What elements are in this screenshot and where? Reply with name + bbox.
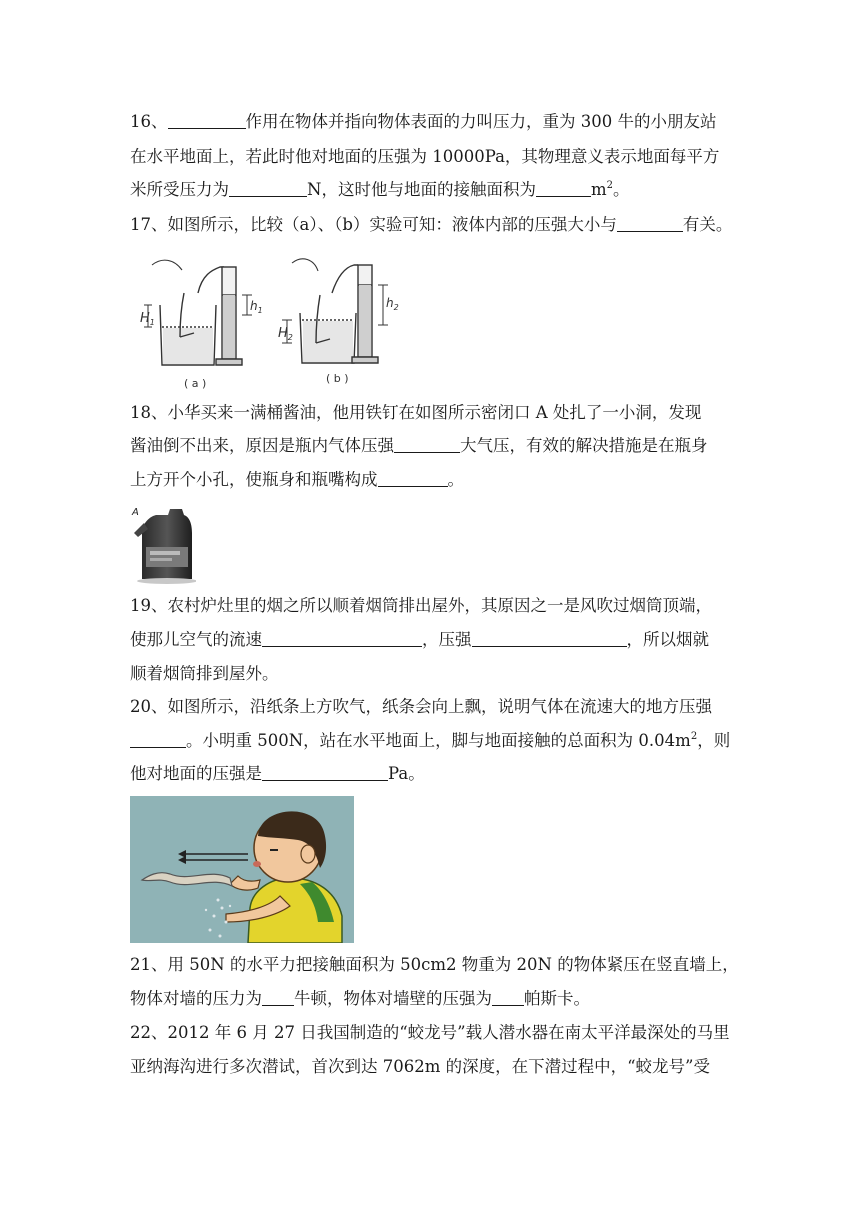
q18-text-3b: 。 (447, 470, 464, 489)
rubber-tube-b (332, 265, 358, 293)
q20-blank-2[interactable] (262, 764, 388, 781)
stand-a (216, 359, 242, 365)
q16-text: 作用在物体并指向物体表面的力叫压力，重为 300 牛的小朋友站 (245, 112, 717, 131)
q20-line1: 20、如图所示，沿纸条上方吹气，纸条会向上飘，说明气体在流速大的地方压强 (130, 697, 712, 716)
q18-line3 (130, 470, 464, 490)
rubber-tube-a (198, 267, 224, 293)
bottle-body (142, 509, 192, 579)
label-H2: $H_2$ (278, 326, 293, 342)
q19-line3: 顺着烟筒排到屋外。 (130, 664, 279, 683)
blowing-paper-svg (130, 796, 354, 943)
q16-blank-1[interactable] (168, 112, 246, 129)
q17-blank[interactable] (617, 215, 683, 232)
caption-a: ( a ) (184, 377, 207, 390)
q16-line1 (130, 112, 716, 132)
q16-blank-3[interactable] (536, 180, 591, 197)
q19-text-2b: ，压强 (422, 630, 472, 649)
pressure-experiment-svg (132, 245, 404, 390)
q16-text-3a: 米所受压力为 (130, 180, 229, 199)
caption-b: ( b ) (326, 372, 349, 385)
figure-a (144, 260, 252, 365)
blowing-paper-figure (130, 796, 354, 943)
stand-b (352, 357, 378, 363)
label-H1: $H_1$ (140, 311, 155, 327)
q16-unit: m (590, 180, 607, 199)
q21-text-2c: 帕斯卡。 (524, 989, 590, 1008)
q19-blank-1[interactable] (262, 630, 422, 647)
q18-text-3a: 上方开个小孔，使瓶身和瓶嘴构成 (130, 470, 378, 489)
pressure-experiment-figure (132, 245, 404, 390)
q16-unit-sup: 2 (606, 180, 613, 191)
q16-blank-2[interactable] (229, 180, 307, 197)
q19-text-2a: 使那儿空气的流速 (130, 630, 262, 649)
q20-line2 (130, 731, 730, 751)
q16-line3 (130, 180, 629, 200)
q20-text-2a: 。小明重 500N，站在水平地面上，脚与地面接触的总面积为 0.04m (186, 731, 691, 750)
q21-blank-2[interactable] (492, 989, 524, 1006)
q18-blank-2[interactable] (378, 470, 448, 487)
q19-blank-2[interactable] (472, 630, 627, 647)
q19-line2 (130, 630, 709, 650)
soy-sauce-bottle-figure (130, 503, 196, 585)
bottle-label (146, 547, 188, 567)
hand-a (152, 260, 182, 270)
q22-line2: 亚纳海沟进行多次潜试，首次到达 7062m 的深度，在下潜过程中，“蛟龙号”受 (130, 1057, 710, 1076)
label-A: A (132, 507, 139, 518)
q18-text-2b: 大气压，有效的解决措施是在瓶身 (460, 436, 708, 455)
q20-blank-1[interactable] (130, 731, 186, 748)
q18-text-2a: 酱油倒不出来，原因是瓶内气体压强 (130, 436, 394, 455)
bottle-svg (130, 503, 196, 585)
q20-text-2b: ，则 (697, 731, 731, 750)
q18-line2 (130, 436, 708, 456)
q21-text-2a: 物体对墙的压力为 (130, 989, 262, 1008)
q19-line1: 19、农村炉灶里的烟之所以顺着烟筒排出屋外，其原因之一是风吹过烟筒顶端， (130, 596, 712, 615)
q17-text: 17、如图所示，比较（a）、（b）实验可知：液体内部的压强大小与 (130, 215, 617, 234)
boy-mouth (253, 861, 261, 867)
q16-text-3b: N，这时他与地面的接触面积为 (307, 180, 536, 199)
q16-period: 。 (612, 180, 630, 199)
q21-line2 (130, 989, 590, 1009)
q20-sup: 2 (690, 731, 698, 742)
label-h1: $h_1$ (250, 299, 263, 315)
q17-text-end: 有关。 (682, 215, 733, 234)
q18-line1: 18、小华买来一满桶酱油，他用铁钉在如图所示密闭口 A 处扎了一小洞，发现 (130, 403, 702, 422)
q16-line2: 在水平地面上，若此时他对地面的压强为 10000Pa，其物理意义表示地面每平方 (130, 147, 720, 166)
q22-line1: 22、2012 年 6 月 27 日我国制造的“蛟龙号”载人潜水器在南太平洋最深处的马里 (130, 1023, 730, 1042)
q21-line1: 21、用 50N 的水平力把接触面积为 50cm2 物重为 20N 的物体紧压在竖直墙上， (130, 955, 739, 974)
q21-text-2b: 牛顿，物体对墙壁的压强为 (294, 989, 492, 1008)
figure-b (282, 259, 388, 363)
label-h2: $h_2$ (386, 296, 399, 312)
boy-ear (301, 845, 315, 863)
q18-blank-1[interactable] (394, 436, 460, 453)
q16-number: 16、 (130, 112, 168, 131)
q21-blank-1[interactable] (262, 989, 294, 1006)
hand-b (292, 259, 318, 271)
q19-text-2c: ，所以烟就 (626, 630, 709, 649)
q20-text-3b: Pa。 (388, 764, 425, 783)
q20-text-3a: 他对地面的压强是 (130, 764, 262, 783)
q20-line3 (130, 764, 425, 784)
q17-line1 (130, 215, 732, 235)
